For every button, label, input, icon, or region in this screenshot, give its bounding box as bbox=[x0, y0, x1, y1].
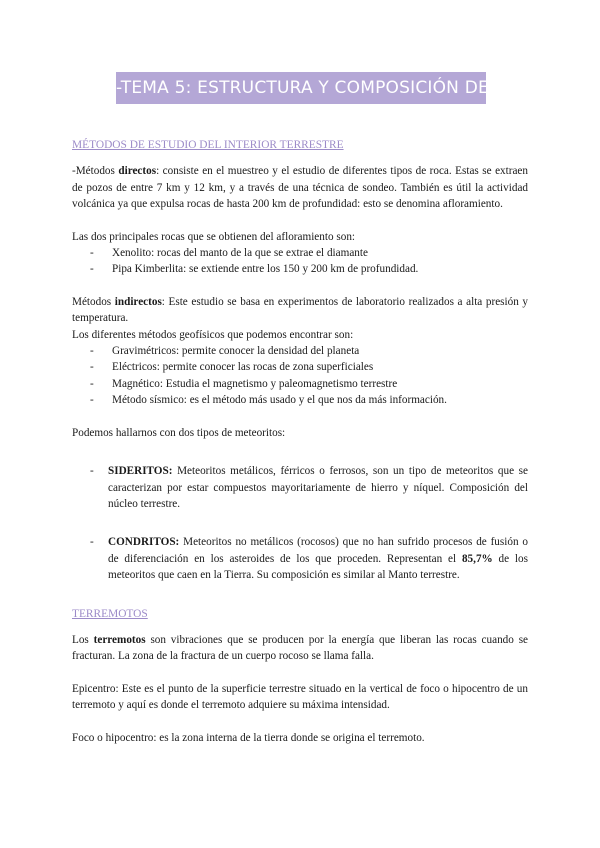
rocas-list bbox=[72, 245, 528, 278]
sideritos-item: - SIDERITOS: Meteoritos metálicos, férricos o ferrosos, son un tipo de meteoritos que se caracterizan por estar compuestos mayoritariamente de hierro y níquel. Composición del núcleo terrestre. bbox=[90, 465, 528, 510]
rocas-intro: Las dos principales rocas que se obtienen del afloramiento son: bbox=[72, 230, 356, 243]
list-item: - Pipa Kimberlita: se extiende entre los 150 y 200 km de profundidad. bbox=[90, 263, 419, 276]
paragraph-terremotos bbox=[72, 632, 528, 665]
condritos-item: - CONDRITOS: Meteoritos no metálicos (rocosos) que no han sufrido procesos de fusión o de diferenciación en los asteroides de los que proceden. Representan el 85,7% de los meteoritos que caen en la Tierra. Su composición es similar al Manto terrestre. bbox=[90, 536, 528, 582]
directos-text: : consiste en el muestreo y el estudio de diferentes tipos de roca. Estas se extraen de pozos de entre 7 km y 12 km, y a través de una técnica de sondeo. También es útil la actividad volcánica ya que expulsa rocas de hasta 200 km de profundidad: esto se denomina afloramiento. bbox=[72, 165, 528, 211]
list-item: - Eléctricos: permite conocer las rocas de zona superficiales bbox=[90, 361, 374, 374]
paragraph-epicentro: Epicentro: Este es el punto de la superficie terrestre situado en la vertical de foco o hipocentro de un terremoto y aquí es donde el terremoto adquiere su máxima intensidad. bbox=[72, 682, 528, 712]
geofisicos-list bbox=[72, 343, 528, 409]
indirectos-text: : Este estudio se basa en experimentos de laboratorio realizados a alta presión y temperatura. bbox=[72, 295, 529, 325]
page-title: -TEMA 5: ESTRUCTURA Y COMPOSICIÓN DE LA TIERRA- bbox=[116, 72, 486, 104]
terremotos-prefix: Los bbox=[72, 633, 94, 646]
list-item: - Gravimétricos: permite conocer la densidad del planeta bbox=[90, 345, 360, 358]
list-item: - Magnético: Estudia el magnetismo y paleomagnetismo terrestre bbox=[90, 377, 398, 390]
sideritos-text: Meteoritos metálicos, férricos o ferrosos, son un tipo de meteoritos que se caracterizan por estar compuestos mayoritariamente de hierro y níquel. Composición del núcleo terrestre. bbox=[108, 465, 528, 510]
section-heading-metodos: MÉTODOS DE ESTUDIO DEL INTERIOR TERRESTRE bbox=[72, 139, 344, 151]
indirectos-prefix: Métodos bbox=[72, 295, 115, 308]
section-heading-terremotos: TERREMOTOS bbox=[72, 607, 148, 620]
geofisicos-intro: Los diferentes métodos geofísicos que podemos encontrar son: bbox=[72, 328, 354, 341]
terremotos-bold: terremotos bbox=[93, 633, 146, 646]
paragraph-metodos-directos bbox=[72, 163, 528, 212]
condritos-bold: CONDRITOS: bbox=[108, 536, 180, 549]
directos-prefix: -Métodos bbox=[72, 165, 119, 178]
indirectos-bold: indirectos bbox=[114, 295, 162, 308]
list-item: - Método sísmico: es el método más usado y el que nos da más información. bbox=[90, 394, 447, 407]
sideritos-bold: SIDERITOS: bbox=[108, 465, 173, 478]
paragraph-metodos-indirectos bbox=[72, 294, 528, 327]
paragraph-foco: Foco o hipocentro: es la zona interna de la tierra donde se origina el terremoto. bbox=[72, 731, 425, 744]
directos-bold: directos bbox=[118, 165, 157, 178]
document-body bbox=[72, 137, 528, 746]
condritos-percent: 85,7% bbox=[461, 552, 493, 565]
meteoritos-intro: Podemos hallarnos con dos tipos de meteoritos: bbox=[72, 426, 286, 439]
terremotos-text: son vibraciones que se producen por la energía que liberan las rocas cuando se fracturan. La zona de la fractura de un cuerpo rocoso se llama falla. bbox=[72, 633, 529, 663]
list-item: - Xenolito: rocas del manto de la que se extrae el diamante bbox=[90, 247, 368, 260]
condritos-text2: de los meteoritos que caen en la Tierra. Su composición es similar al Manto terrestre. bbox=[108, 552, 528, 582]
condritos-text1: Meteoritos no metálicos (rocosos) que no han sufrido procesos de fusión o de diferenciación en los asteroides de los que proceden. Representan el bbox=[108, 536, 528, 565]
